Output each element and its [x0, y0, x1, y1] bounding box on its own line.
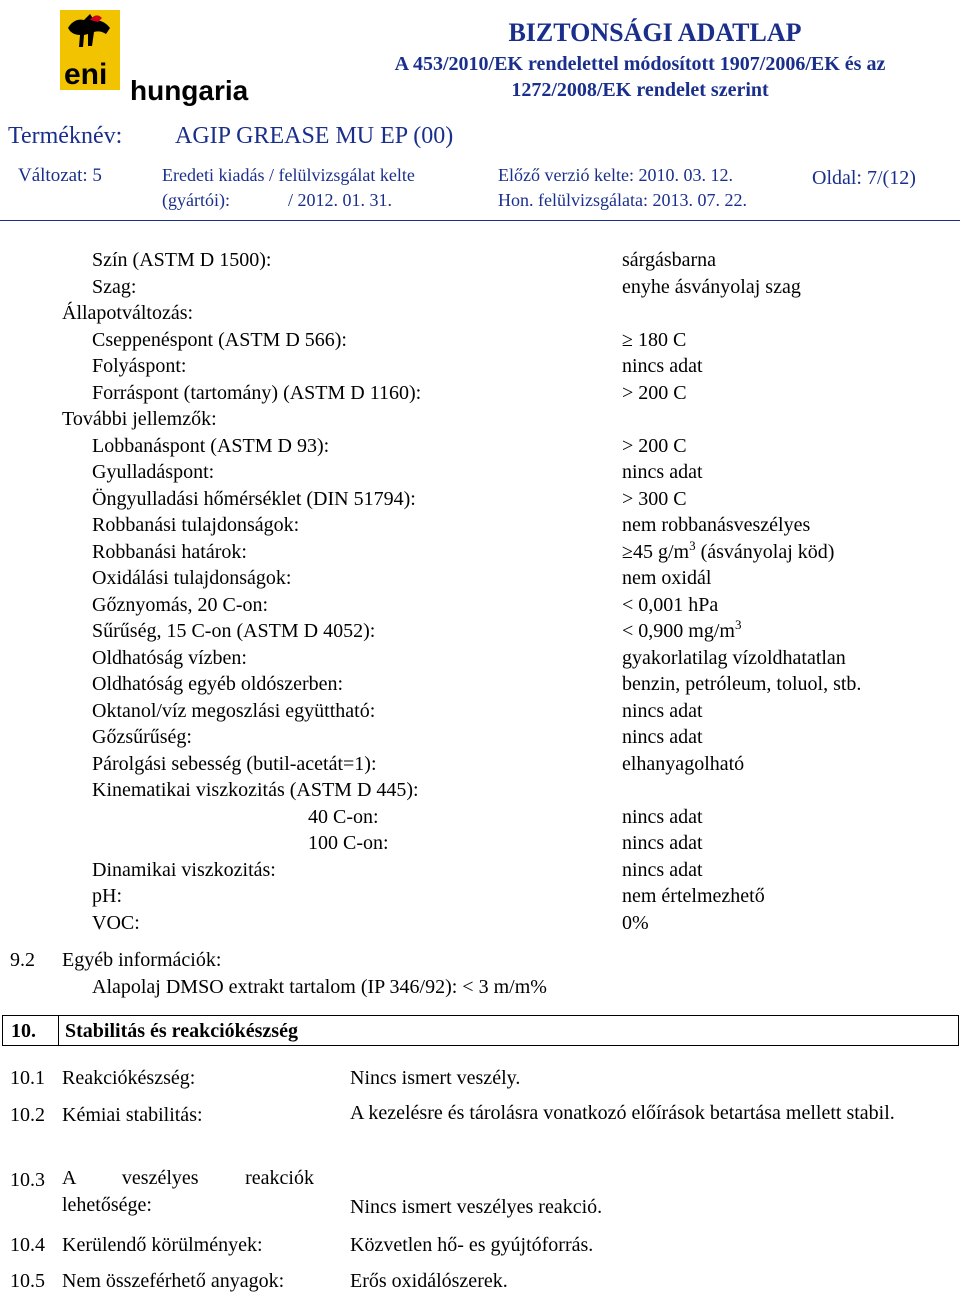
property-value: > 200 C	[622, 382, 687, 404]
section-10-heading	[2, 1015, 959, 1046]
property-value: elhanyagolható	[622, 753, 745, 775]
subsection-value: Nincs ismert veszély.	[350, 1067, 521, 1089]
property-label: Gőznyomás, 20 C-on:	[92, 594, 269, 616]
property-value: nincs adat	[622, 832, 703, 854]
product-label: Terméknév:	[8, 123, 123, 149]
subsection-value: Erős oxidálószerek.	[350, 1270, 508, 1292]
property-label: Cseppenéspont (ASTM D 566):	[92, 329, 347, 351]
subsection-number: 10.3	[10, 1169, 45, 1191]
property-label: Forráspont (tartomány) (ASTM D 1160):	[92, 382, 422, 404]
property-value: nincs adat	[622, 859, 703, 881]
subsection-value: A kezelésre és tárolásra vonatkozó előírások betartása mellett stabil.	[350, 1102, 895, 1124]
property-label: 100 C-on:	[308, 832, 389, 854]
property-group-label: További jellemzők:	[62, 408, 217, 430]
six-legged-dog-logo-icon	[60, 10, 250, 110]
page-number: Oldal: 7/(12)	[812, 167, 916, 189]
subsection-label: Kerülendő körülmények:	[62, 1234, 263, 1256]
issue-label-line1: Eredeti kiadás / felülvizsgálat kelte	[162, 165, 415, 185]
property-value: > 300 C	[622, 488, 687, 510]
property-value: 0%	[622, 912, 649, 934]
property-label: Oldhatóság egyéb oldószerben:	[92, 673, 344, 695]
property-label: Szín (ASTM D 1500):	[92, 249, 272, 271]
property-value: nincs adat	[622, 726, 703, 748]
section-9-2-title: Egyéb információk:	[62, 949, 222, 971]
subsection-label: Reakciókészség:	[62, 1067, 196, 1089]
property-value: nincs adat	[622, 700, 703, 722]
subsection-number: 10.2	[10, 1104, 45, 1126]
property-label: Oldhatóság vízben:	[92, 647, 247, 669]
property-value: benzin, petróleum, toluol, stb.	[622, 673, 862, 695]
previous-version-date: Előző verzió kelte: 2010. 03. 12.	[498, 165, 733, 185]
header-divider	[0, 220, 960, 221]
version-label: Változat: 5	[18, 165, 102, 186]
property-label: Sűrűség, 15 C-on (ASTM D 4052):	[92, 620, 376, 642]
subsection-number: 10.5	[10, 1270, 45, 1292]
property-label: Kinematikai viszkozitás (ASTM D 445):	[92, 779, 419, 801]
eni-hungaria-logo	[60, 10, 250, 110]
property-label: Oxidálási tulajdonságok:	[92, 567, 292, 589]
property-value: nem értelmezhető	[622, 885, 765, 907]
issue-label-line2: (gyártói):	[162, 190, 230, 210]
subsection-value: Közvetlen hő- es gyújtóforrás.	[350, 1234, 594, 1256]
property-value: < 0,001 hPa	[622, 594, 719, 616]
property-label: Robbanási tulajdonságok:	[92, 514, 300, 536]
property-label: Oktanol/víz megoszlási együttható:	[92, 700, 376, 722]
hungarian-review-date: Hon. felülvizsgálata: 2013. 07. 22.	[498, 190, 747, 210]
subsection-label: Kémiai stabilitás:	[62, 1104, 203, 1126]
property-label: Robbanási határok:	[92, 541, 247, 563]
svg-text:eni: eni	[64, 58, 108, 91]
property-label: 40 C-on:	[308, 806, 379, 828]
property-value: nincs adat	[622, 461, 703, 483]
svg-text:hungaria: hungaria	[130, 75, 249, 106]
section-9-2-text: Alapolaj DMSO extrakt tartalom (IP 346/92): < 3 m/m%	[92, 976, 547, 998]
subsection-label: A veszélyes reakciók lehetősége:	[62, 1167, 314, 1216]
property-value: > 200 C	[622, 435, 687, 457]
property-label: pH:	[92, 885, 122, 907]
subsection-number: 10.4	[10, 1234, 45, 1256]
property-label: Párolgási sebesség (butil-acetát=1):	[92, 753, 377, 775]
property-value: nincs adat	[622, 806, 703, 828]
property-value: nem robbanásveszélyes	[622, 514, 811, 536]
product-name: AGIP GREASE MU EP (00)	[175, 123, 454, 149]
property-label: Szag:	[92, 276, 137, 298]
property-label: Lobbanáspont (ASTM D 93):	[92, 435, 330, 457]
subsection-label: Nem összeférhető anyagok:	[62, 1270, 285, 1292]
property-value: sárgásbarna	[622, 249, 717, 271]
document-title: BIZTONSÁGI ADATLAP	[508, 18, 802, 47]
section-10-title: Stabilitás és reakciókészség	[65, 1020, 298, 1042]
property-label: Gyulladáspont:	[92, 461, 215, 483]
subsection-number: 10.1	[10, 1067, 45, 1089]
property-value: enyhe ásványolaj szag	[622, 276, 801, 298]
issue-date: / 2012. 01. 31.	[288, 190, 393, 210]
property-value: < 0,900 $mg/m^3$	[622, 617, 742, 642]
property-value: ≥ 180 C	[622, 329, 687, 351]
property-group-label: Állapotváltozás:	[62, 302, 194, 324]
property-value: ≥45 $g/m^3$ (ásványolaj köd)	[622, 538, 835, 563]
property-label: Gőzsűrűség:	[92, 726, 192, 748]
property-label: Folyáspont:	[92, 355, 187, 377]
section-9-2-number: 9.2	[10, 949, 35, 971]
section-heading-divider	[58, 1016, 59, 1045]
property-label: Dinamikai viszkozitás:	[92, 859, 276, 881]
property-value: nem oxidál	[622, 567, 712, 589]
subsection-value: Nincs ismert veszélyes reakció.	[350, 1196, 603, 1218]
document-subtitle: A 453/2010/EK rendelettel módosított 1907/2006/EK és az 1272/2008/EK rendelet szerint	[394, 53, 886, 101]
property-label: Öngyulladási hőmérséklet (DIN 51794):	[92, 488, 416, 510]
property-value: nincs adat	[622, 355, 703, 377]
section-10-number: 10.	[11, 1020, 36, 1042]
property-value: gyakorlatilag vízoldhatatlan	[622, 647, 846, 669]
property-label: VOC:	[92, 912, 140, 934]
